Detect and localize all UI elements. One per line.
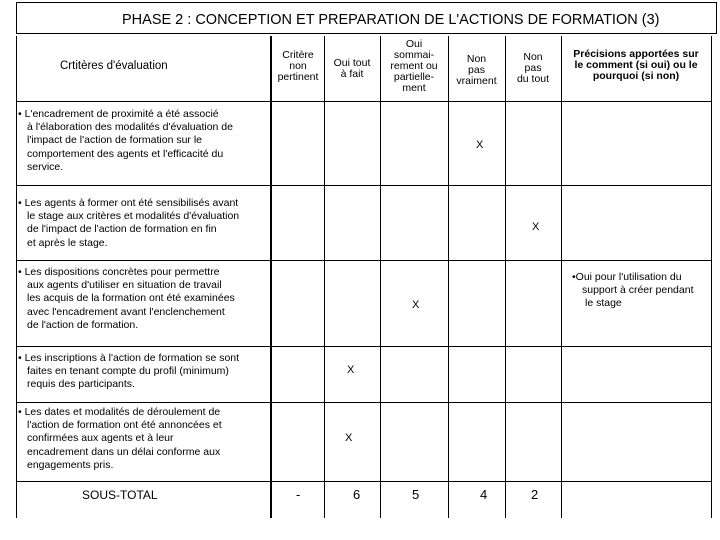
check-mark: X xyxy=(476,139,484,151)
criterion-line: le stage aux critères et modalités d'évaluation xyxy=(27,210,240,223)
subtotal-non-pas-du-tout: 2 xyxy=(531,487,539,502)
note-line: le stage xyxy=(585,297,622,309)
row-divider xyxy=(16,260,712,261)
criterion-line: les acquis de la formation ont été examinées xyxy=(27,292,235,305)
criterion-line-text: L'encadrement de proximité a été associé xyxy=(24,108,219,120)
header-line: pas xyxy=(468,64,485,76)
subtotal-label: SOUS-TOTAL xyxy=(82,488,158,502)
check-mark: X xyxy=(412,299,420,311)
row-divider xyxy=(16,101,712,102)
column-divider xyxy=(561,36,562,518)
criterion-line: encadrement dans un délai conforme aux xyxy=(27,445,221,458)
criterion-line: • L'encadrement de proximité a été associé xyxy=(18,108,219,120)
header-line: du tout xyxy=(516,73,550,85)
criterion-text xyxy=(18,266,235,332)
column-divider xyxy=(324,36,325,518)
criterion-line: à l'élaboration des modalités d'évaluation de xyxy=(27,121,233,134)
row-divider xyxy=(16,346,712,347)
subtotal-oui-partiel: 5 xyxy=(412,487,420,502)
criterion-line: aux agents d'utiliser en situation de travail xyxy=(27,279,222,292)
criterion-line: et après le stage. xyxy=(27,236,108,249)
header-line: à fait xyxy=(340,68,364,80)
criterion-line-text: Les dispositions concrètes pour permettre xyxy=(24,266,220,278)
page-title: PHASE 2 : CONCEPTION ET PREPARATION DE L'ACTIONS DE FORMATION (3) xyxy=(122,12,660,28)
criterion-line: engagements pris. xyxy=(27,458,114,471)
criterion-line: • Les agents à former ont été sensibilisés avant xyxy=(18,197,239,209)
criterion-line: l'action de formation ont été annoncées et xyxy=(27,419,222,432)
criterion-line: l'impact de l'action de formation sur le xyxy=(27,134,203,147)
header-line: sommai- xyxy=(393,49,435,61)
criterion-line: de l'impact de l'action de formation en fin xyxy=(27,223,217,236)
criterion-line: avec l'encadrement avant l'enclenchement xyxy=(27,305,225,318)
header-line: Oui xyxy=(405,38,423,50)
criterion-line: • Les dates et modalités de déroulement de xyxy=(18,406,221,418)
header-line: pourquoi (si non) xyxy=(592,70,680,82)
criterion-text xyxy=(18,197,239,250)
criterion-line: • Les inscriptions à l'action de formation se sont xyxy=(18,352,240,364)
non-pas-vraiment-header xyxy=(448,54,505,87)
precision-note xyxy=(572,271,694,310)
column-divider xyxy=(505,36,506,518)
header-line: pertinent xyxy=(277,71,319,83)
header-line: Précisions apportées sur xyxy=(573,48,699,60)
oui-tout-header xyxy=(324,58,380,80)
criterion-line: comportement des agents et l'efficacité du xyxy=(27,147,224,160)
column-divider xyxy=(448,36,449,518)
table-left-border xyxy=(16,36,17,518)
criterion-line: confirmées aux agents et à leur xyxy=(27,432,174,445)
header-line: rement ou xyxy=(390,60,438,72)
subtotal-non-pertinent: - xyxy=(296,487,301,502)
header-line: le comment (si oui) ou le xyxy=(574,59,698,71)
criterion-text xyxy=(18,352,239,392)
header-line: partielle- xyxy=(393,71,435,83)
table-right-border xyxy=(711,36,712,518)
header-line: Critère xyxy=(282,49,314,61)
criterion-line-text: Les agents à former ont été sensibilisés avant xyxy=(24,197,239,209)
note-line: support à créer pendant xyxy=(582,284,694,296)
subtotal-oui-tout: 6 xyxy=(353,487,361,502)
criteria-header: Crtitères d'évaluation xyxy=(60,60,168,72)
criterion-line: service. xyxy=(27,160,64,173)
criterion-line-text: Les dates et modalités de déroulement de xyxy=(24,406,221,418)
column-divider xyxy=(380,36,381,518)
row-divider xyxy=(16,185,712,186)
check-mark: X xyxy=(532,221,540,233)
header-line: ment xyxy=(402,82,426,94)
criterion-line-text: Les inscriptions à l'action de formation se sont xyxy=(24,352,240,364)
criterion-line: • Les dispositions concrètes pour permettre xyxy=(18,266,220,278)
header-line: vraiment xyxy=(456,75,497,87)
header-line: Non xyxy=(466,53,487,65)
criterion-text xyxy=(18,108,233,174)
row-divider xyxy=(16,402,712,403)
precisions-header xyxy=(561,49,711,82)
note-line: •Oui pour l'utilisation du xyxy=(572,271,682,283)
check-mark: X xyxy=(345,432,353,444)
subtotal-non-pas-vraiment: 4 xyxy=(480,487,488,502)
criterion-line: requis des participants. xyxy=(27,378,135,391)
oui-partiel-header xyxy=(380,39,448,94)
non-pas-du-tout-header xyxy=(505,52,561,85)
header-line: non xyxy=(289,60,307,72)
criterion-text xyxy=(18,406,222,472)
header-line: Non xyxy=(523,51,543,63)
title-box xyxy=(16,2,717,34)
non-pertinent-header xyxy=(272,50,324,83)
column-divider xyxy=(270,36,272,518)
check-mark: X xyxy=(347,364,355,376)
criterion-line: faites en tenant compte du profil (minimum) xyxy=(27,365,229,378)
header-line: pas xyxy=(524,62,542,74)
criterion-line: de l'action de formation. xyxy=(27,318,139,331)
header-line: Oui tout xyxy=(333,57,371,69)
row-divider xyxy=(16,481,712,482)
